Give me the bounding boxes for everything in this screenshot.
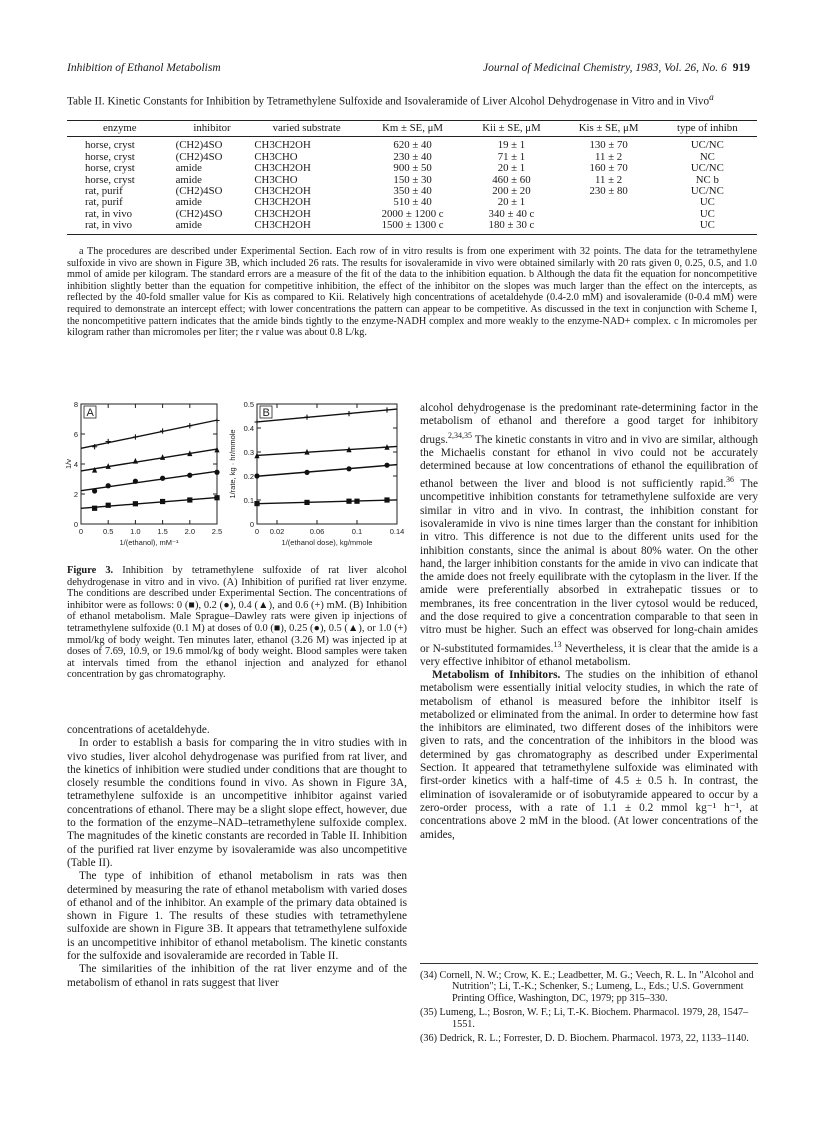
table-cell: 19 ± 1 [497, 139, 526, 152]
section-heading: Metabolism of Inhibitors. [432, 668, 561, 681]
panel-label: B [262, 407, 270, 419]
data-point-circle [187, 473, 192, 478]
data-point-plus [346, 411, 351, 416]
fit-line [257, 500, 397, 504]
data-point-square [187, 497, 192, 502]
x-tick-label: 0 [78, 527, 84, 536]
data-point-circle [160, 476, 165, 481]
fit-line [81, 420, 217, 448]
table-cell: NC b [695, 173, 719, 186]
figure-3a-plot [64, 400, 222, 547]
paragraph: The similarities of the inhibition of the rat liver enzyme and of the metabolism of ethanol in rats suggest that liver [67, 963, 407, 989]
table-cell: 11 ± 2 [595, 173, 623, 186]
table-cell: amide [175, 173, 202, 186]
paragraph: concentrations of acetaldehyde. [67, 724, 210, 736]
data-point-plus [254, 419, 259, 424]
x-axis-label: 1/(ethanol), mM⁻¹ [119, 538, 179, 547]
paragraph: alcohol dehydrogenase is the predominant rate-determining factor in the metabolism of ethanol and therefore a good target for inhibitory drugs.$^{2,34,35}$ The kinetic constants in vitro and in vivo are similar, although the Michaelis constant for ethanol in vivo could not be accurately determined because at low concentrations of ethanol the equilibration of ethanol between the liver and blood is not sufficiently rapid.$^{36}$ The uncompetitive inhibition constants for tetramethylene sulfoxide are very similar in vitro and in vivo. In contrast, the inhibition constant for isovaleramide in vivo is nine times larger than the constant for inhibition in vitro. This difference is not due to the different units used for the inhibition constants, since the animal is about 80% water. On the other hand, the larger inhibition constants for the amide in vivo can indicate that the amide does not freely equilibrate with the cytoplasm in the liver. If the amide were preferentially absorbed in extrahepatic tissues or to membranes, its free concentration in the liver cytosol would be reduced, and the dose required to give a concentration comparable to that seen in vitro must be higher. Such an effect was observed for long-chain amides or N-substituted formamides.$^{13}$ Nevertheless, it is clear that the amide is a very effective inhibitor of ethanol metabolism. [420, 402, 759, 668]
figure-caption: Figure 3. Inhibition by tetramethylene sulfoxide of rat liver alcohol dehydrogenase in vitro and in vivo. (A) Inhibition of purified rat liver enzyme. The conditions are described under Experimental Section. The concentrations of inhibitor were as follows: 0 (■), 0.2 (●), 0.4 (▲), and 0.6 (+) mM. (B) Inhibition of ethanol metabolism. Male Sprague–Dawley rats were given ip injections of tetramethylene sulfoxide (0.1 M) at doses of 0.0 (■), 0.25 (●), 0.5 (▲), or 1.0 (+) mmol/kg of body weight. Ten minutes later, ethanol (3.26 M) was injected ip at doses of 7.69, 10.9, or 19.6 mmol/kg of body weight. Blood samples were taken at intervals timed from the ethanol injection and analyzed for ethanol concentration by gas chromatography. [67, 565, 407, 681]
table-cell: 200 ± 20 [492, 185, 531, 198]
table-cell: CH3CH2OH [254, 162, 311, 175]
column-header: varied substrate [251, 121, 362, 137]
table-cell [560, 220, 658, 234]
left-column-text [67, 724, 407, 990]
y-tick-label: 0.3 [243, 448, 254, 457]
y-axis-label: 1/rate, kg · hr/mmole [228, 429, 237, 499]
x-tick-label: 2.0 [184, 527, 196, 536]
table-cell: UC/NC [690, 139, 724, 152]
table-cell: rat, in vivo [67, 220, 173, 234]
table-cell: 230 ± 80 [589, 185, 628, 198]
data-point-triangle [133, 458, 138, 464]
table-row [67, 137, 757, 152]
data-point-square [160, 499, 165, 504]
table-cell: UC [699, 207, 715, 220]
table-cell: 20 ± 1 [497, 196, 526, 209]
x-tick-label: 0.06 [309, 527, 325, 536]
table-cell: amide [173, 220, 252, 234]
data-point-square [106, 503, 111, 508]
data-point-square [133, 501, 138, 506]
x-tick-label: 0.1 [351, 527, 363, 536]
table-cell: 11 ± 2 [595, 150, 623, 163]
y-tick-label: 6 [73, 430, 78, 439]
table-cell: UC [658, 220, 757, 234]
data-point-square [354, 499, 359, 504]
y-tick-label: 0 [73, 520, 78, 529]
running-header-journal: Journal of Medicinal Chemistry, 1983, Vol. 26, No. 6 919 [483, 62, 750, 74]
x-tick-label: 0.02 [269, 527, 285, 536]
table-cell: UC/NC [690, 162, 724, 175]
fit-line [257, 446, 397, 455]
table-cell: 71 ± 1 [497, 150, 526, 163]
y-tick-label: 0.4 [243, 424, 254, 433]
data-point-square [254, 501, 259, 506]
fit-line [81, 449, 217, 471]
fit-line [81, 471, 217, 490]
table-cell: 340 ± 40 c [488, 207, 535, 220]
table-cell: 230 ± 40 [393, 150, 432, 163]
table-cell: 510 ± 40 [393, 196, 432, 209]
table-cell: (CH2)4SO [175, 185, 223, 198]
column-header: inhibitor [173, 121, 252, 137]
data-point-plus [133, 434, 138, 439]
table-cell: amide [175, 196, 202, 209]
reference-36: (36) Dedrick, R. L.; Forrester, D. D. Biochem. Pharmacol. 1973, 22, 1133–1140. [420, 1033, 749, 1045]
y-tick-label: 2 [73, 490, 78, 499]
x-tick-label: 2.5 [211, 527, 223, 536]
table-cell: 150 ± 30 [393, 173, 432, 186]
panel-label: A [86, 407, 94, 419]
y-axis-label: 1/v [64, 458, 73, 470]
fit-line [257, 465, 397, 477]
data-point-circle [106, 483, 111, 488]
data-point-plus [304, 415, 309, 420]
table-cell: UC/NC [690, 185, 724, 198]
fit-line [257, 409, 397, 422]
data-point-circle [92, 488, 97, 493]
table-row [67, 220, 757, 234]
table-cell: rat, purif [85, 185, 123, 198]
x-tick-label: 0.5 [102, 527, 114, 536]
running-header-title: Inhibition of Ethanol Metabolism [67, 62, 221, 74]
kinetic-constants-table [67, 120, 757, 235]
table-cell: 180 ± 30 c [463, 220, 559, 234]
table-cell: 20 ± 1 [497, 162, 526, 175]
table-cell: (CH2)4SO [175, 150, 223, 163]
y-tick-label: 4 [73, 460, 78, 469]
table-cell: (CH2)4SO [175, 207, 223, 220]
data-point-square [304, 500, 309, 505]
y-tick-label: 0.5 [243, 400, 254, 409]
table-cell: 1500 ± 1300 c [362, 220, 463, 234]
table-row [67, 163, 757, 174]
table-cell: horse, cryst [85, 150, 135, 163]
table-cell: CH3CH2OH [254, 207, 311, 220]
data-point-square [214, 495, 219, 500]
data-point-plus [214, 418, 219, 423]
data-point-plus [384, 407, 389, 412]
table-caption: Table II. Kinetic Constants for Inhibition by Tetramethylene Sulfoxide and Isovaleramide of Liver Alcohol Dehydrogenase in Vitro and in Vivo$^a$ [67, 93, 714, 108]
reference-35: (35) Lumeng, L.; Bosron, W. F.; Li, T.-K. Biochem. Pharmacol. 1979, 28, 1547–1551. [420, 1007, 749, 1030]
column-header: Kii ± SE, μM [463, 121, 559, 137]
reference-34: (34) Cornell, N. W.; Crow, K. E.; Leadbetter, M. G.; Veech, R. L. In "Alcohol and Nutrition"; Li, T.-K.; Schenker, S.; Lumeng, L., Eds.; U.S. Government Printing Office, Washington, DC, 1979; pp 315–330. [420, 970, 754, 1004]
table-cell: NC [699, 150, 715, 163]
table-cell: rat, purif [85, 196, 123, 209]
data-point-square [384, 497, 389, 502]
y-tick-label: 0 [249, 520, 254, 529]
column-header: type of inhibn [658, 121, 757, 137]
table-cell: CH3CH2OH [251, 220, 362, 234]
page-number: 919 [732, 62, 750, 74]
table-cell: CH3CH2OH [254, 139, 311, 152]
column-header: enzyme [67, 121, 173, 137]
x-tick-label: 1.0 [130, 527, 141, 536]
table-cell: CH3CH2OH [254, 196, 311, 209]
paragraph: The type of inhibition of ethanol metabolism in rats was then determined by measuring the rate of ethanol metabolism with varied doses of ethanol and of the inhibitor. An example of the primary data obtained is shown in Figure 1. The results of these studies with tetramethylene sulfoxide are shown in Figure 3B. It appears that tetramethylene sulfoxide is an uncompetitive inhibitor of ethanol metabolism. The kinetic constants for the sulfoxide and isovaleramide are recorded in Table II. [67, 870, 407, 963]
column-header: Kis ± SE, μM [560, 121, 658, 137]
table-cell: 2000 ± 1200 c [381, 207, 444, 220]
table-cell: 620 ± 40 [393, 139, 432, 152]
data-point-circle [214, 470, 219, 475]
table-cell: 160 ± 70 [589, 162, 628, 175]
y-tick-label: 8 [73, 400, 78, 409]
table-header-row [67, 121, 757, 137]
table-cell: rat, in vivo [85, 207, 133, 220]
y-tick-label: 0.2 [243, 472, 254, 481]
y-tick-label: 0.1 [243, 496, 254, 505]
data-point-circle [346, 466, 351, 471]
x-tick-label: 0.14 [389, 527, 405, 536]
paragraph: Metabolism of Inhibitors. The studies on the inhibition of ethanol metabolism were essentially initial velocity studies, in which the rate of metabolism of ethanol is measured before the inhibitor itself is metabolized or eliminated from the animal. In order to determine how fast the inhibitors are eliminated, two different doses of the inhibitors were given to rats, and the concentration of the inhibitors in the blood was determined by gas chromatography as described under Experimental Section. It appeared that tetramethylene sulfoxide was eliminated with first-order kinetics with a half-time of 4.5 ± 0.5 h. In contrast, the elimination of isovaleramide or of isobutyramide appeared to occur by a zero-order process, with a rate of 1.1 ± 0.2 mmol kg⁻¹ h⁻¹, at concentrations above 2 mM in the blood. (At lower concentrations of the amides, [420, 668, 758, 841]
table-cell [560, 197, 658, 208]
data-point-square [346, 499, 351, 504]
table-cell [560, 209, 658, 220]
table-cell: 900 ± 50 [393, 162, 432, 175]
data-point-plus [187, 423, 192, 428]
data-point-plus [160, 428, 165, 433]
data-point-square [92, 506, 97, 511]
footnote-a: a The procedures are described under Experimental Section. Each row of in vitro results is from one experiment with 32 points. The data for the tetramethylene sulfoxide in vivo are shown in Figure 3B, which included 26 rats. The results for isovaleramide in vivo were obtained similarly with 20 rats given 0, 0.25, 0.5, and 1.0 mmol of amide per kilogram. The standard errors are a measure of the fit of the data to the inhibition equation. b Although the data fit the equation for noncompetitive inhibition slightly better than the equation for competitive inhibition, the effect of the inhibitor on the slopes was much larger than the effect on the intercepts, as reflected by the 40-fold smaller value for Kis as compared to Kii. Relatively high concentrations of acetaldehyde (0.4-2.0 mM) and isovaleramide (0-0.4 mM) were required to demonstrate an intercept effect; with lower concentrations the pattern can appear to be competitive. As discussed in the text in conjunction with Scheme I, the noncompetitive pattern indicates that the amide binds tightly to the enzyme-NADH complex and more weakly to the enzyme-NAD+ complex. c In micromoles per kilogram rather than micromoles per liter; the r value was about 0.8 L/kg. [67, 246, 758, 339]
table-footnotes [67, 246, 757, 339]
table-cell: CH3CH2OH [254, 185, 311, 198]
table-cell: horse, cryst [85, 173, 135, 186]
table-cell: horse, cryst [85, 139, 135, 152]
right-column-text [420, 402, 758, 842]
data-point-circle [384, 463, 389, 468]
data-point-circle [254, 473, 259, 478]
column-header: Km ± SE, μM [362, 121, 463, 137]
paragraph: In order to establish a basis for comparing the in vitro studies with in vivo studies, liver alcohol dehydrogenase was purified from rat liver, and the kinetics of inhibition were studied under conditions that are thought to closely resumble the conditions found in vivo. As shown in Figure 3A, tetramethylene sulfoxide is an uncompetitive inhibitor against varied concentrations of ethanol. There may be a slight slope effect, however, due to the formation of the enzyme–NAD–tetramethylene sulfoxide complex. The magnitudes of the kinetic constants are recorded in Table II. Inhibition of the purified rat liver enzyme by isovaleramide was also uncompetitive (Table II). [67, 737, 407, 869]
plot-frame [257, 404, 397, 524]
fit-line [81, 498, 217, 509]
figure-3 [64, 398, 412, 563]
data-point-circle [133, 479, 138, 484]
table-cell: 130 ± 70 [589, 139, 628, 152]
x-axis-label: 1/(ethanol dose), kg/mmole [281, 538, 373, 547]
figure-3b-plot [228, 400, 404, 547]
table-cell: horse, cryst [85, 162, 135, 175]
table-cell: 460 ± 60 [492, 173, 531, 186]
x-tick-label: 1.5 [157, 527, 168, 536]
data-point-circle [304, 470, 309, 475]
table-cell: CH3CHO [254, 173, 298, 186]
table-cell: 350 ± 40 [393, 185, 432, 198]
table-cell: amide [175, 162, 202, 175]
table-cell: UC [699, 196, 715, 209]
references [420, 963, 758, 1047]
table-cell: CH3CHO [254, 150, 298, 163]
x-tick-label: 0 [254, 527, 260, 536]
table-cell: (CH2)4SO [175, 139, 223, 152]
